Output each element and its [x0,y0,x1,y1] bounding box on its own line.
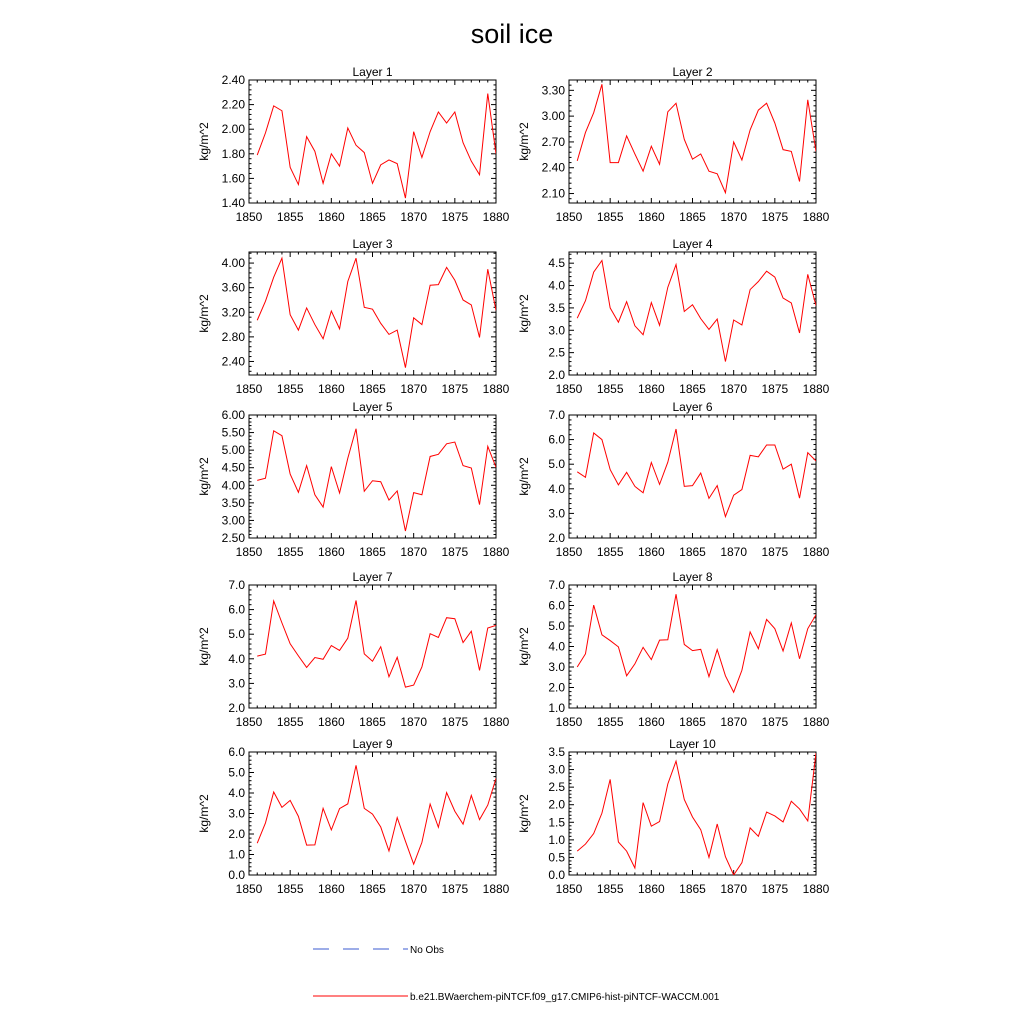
y-tick-label: 5.0 [228,765,245,780]
x-tick-label: 1880 [802,210,830,224]
series-line [577,594,816,692]
x-tick-label: 1860 [637,210,665,224]
y-tick-label: 4.0 [548,278,565,293]
panel-layer-2 [517,65,830,224]
y-tick-label: 2.40 [541,160,565,175]
x-tick-label: 1870 [400,382,428,396]
panel-layer-5 [197,400,510,559]
x-tick-label: 1860 [637,545,665,559]
x-tick-label: 1880 [482,882,510,896]
x-tick-label: 1860 [637,882,665,896]
y-tick-label: 7.0 [228,578,245,592]
y-tick-label: 2.40 [221,354,245,369]
panel-title: Layer 3 [352,237,393,251]
y-tick-label: 3.0 [228,806,245,821]
y-axis-label: kg/m^2 [197,457,211,496]
plot-frame [249,585,496,708]
series-line [577,429,816,517]
x-tick-label: 1855 [596,382,624,396]
y-tick-label: 1.60 [221,171,245,186]
panel-layer-3 [197,237,510,396]
x-tick-label: 1880 [802,382,830,396]
y-tick-label: 5.0 [228,627,245,642]
x-tick-label: 1870 [720,882,748,896]
x-tick-label: 1855 [276,882,304,896]
y-tick-label: 6.0 [548,598,565,613]
panel-layer-8 [517,570,830,729]
y-axis-label: kg/m^2 [197,627,211,666]
y-tick-label: 4.50 [221,460,245,475]
x-tick-label: 1880 [482,545,510,559]
plot-frame [249,752,496,875]
y-tick-label: 1.0 [548,701,565,715]
y-tick-label: 1.0 [228,847,245,862]
y-tick-label: 2.80 [221,329,245,344]
y-tick-label: 1.80 [221,146,245,161]
y-tick-label: 1.40 [221,196,245,210]
x-tick-label: 1860 [317,210,345,224]
panel-title: Layer 6 [672,400,713,414]
x-tick-label: 1865 [679,882,706,896]
y-tick-label: 4.00 [221,256,245,271]
panel-grid [197,65,830,896]
y-axis-label: kg/m^2 [517,122,531,161]
legend-obs-label: No Obs [410,945,444,956]
x-tick-label: 1860 [637,715,665,729]
y-tick-label: 2.10 [541,186,565,201]
y-tick-label: 6.0 [228,745,245,759]
x-tick-label: 1855 [596,210,624,224]
y-tick-label: 2.0 [548,368,565,382]
y-tick-label: 2.0 [548,680,565,695]
y-tick-label: 4.0 [228,786,245,800]
y-axis-label: kg/m^2 [517,627,531,666]
x-tick-label: 1865 [359,882,386,896]
x-tick-label: 1850 [235,882,263,896]
plot-frame [249,415,496,538]
x-tick-label: 1850 [555,715,583,729]
x-tick-label: 1870 [400,882,428,896]
x-tick-label: 1850 [235,210,263,224]
panel-title: Layer 9 [352,737,393,751]
panel-layer-10 [517,737,830,896]
series-line [257,765,496,864]
y-tick-label: 3.5 [548,300,565,315]
y-tick-label: 3.0 [548,506,565,521]
x-tick-label: 1875 [761,715,789,729]
y-tick-label: 4.5 [548,256,565,271]
x-tick-label: 1880 [482,210,510,224]
y-tick-label: 6.0 [548,432,565,447]
x-tick-label: 1870 [720,382,748,396]
y-axis-label: kg/m^2 [197,294,211,333]
y-tick-label: 3.60 [221,280,245,295]
x-tick-label: 1880 [802,545,830,559]
y-tick-label: 3.0 [548,660,565,674]
x-tick-label: 1855 [276,210,304,224]
plot-frame [569,415,816,538]
x-tick-label: 1870 [400,210,428,224]
x-tick-label: 1855 [276,382,304,396]
x-tick-label: 1860 [637,382,665,396]
x-tick-label: 1850 [555,545,583,559]
y-tick-label: 3.0 [548,762,565,777]
x-tick-label: 1865 [679,210,706,224]
x-tick-label: 1865 [679,382,706,396]
x-tick-label: 1850 [235,382,263,396]
y-tick-label: 5.0 [548,619,565,633]
x-tick-label: 1850 [235,545,263,559]
series-line [577,753,816,875]
y-tick-label: 7.0 [548,408,565,422]
x-tick-label: 1870 [400,545,428,559]
y-tick-label: 3.30 [541,83,565,98]
y-tick-label: 5.50 [221,425,245,440]
series-line [257,94,496,199]
y-tick-label: 2.50 [221,531,245,545]
x-tick-label: 1875 [761,382,789,396]
x-tick-label: 1875 [441,882,469,896]
panel-layer-4 [517,237,830,396]
x-tick-label: 1880 [482,715,510,729]
y-tick-label: 4.0 [548,639,565,654]
figure-title: soil ice [470,19,554,49]
y-tick-label: 2.70 [541,134,565,149]
x-tick-label: 1865 [359,715,386,729]
y-tick-label: 6.0 [228,602,245,617]
x-tick-label: 1860 [317,382,345,396]
y-tick-label: 3.00 [221,513,245,528]
y-tick-label: 2.00 [221,122,245,137]
x-tick-label: 1855 [276,715,304,729]
x-tick-label: 1865 [359,382,386,396]
y-tick-label: 2.5 [548,345,565,360]
x-tick-label: 1850 [555,210,583,224]
plot-frame [569,585,816,708]
x-tick-label: 1865 [359,545,386,559]
x-tick-label: 1880 [482,382,510,396]
panel-layer-7 [197,570,510,729]
y-tick-label: 3.0 [228,676,245,691]
legend-model-label: b.e21.BWaerchem-piNTCF.f09_g17.CMIP6-hist-piNTCF-WACCM.001 [410,992,720,1003]
y-tick-label: 3.50 [221,495,245,510]
x-tick-label: 1875 [441,715,469,729]
panel-title: Layer 8 [672,570,713,584]
y-tick-label: 7.0 [548,578,565,592]
x-tick-label: 1855 [596,545,624,559]
x-tick-label: 1875 [761,882,789,896]
y-tick-label: 2.0 [228,827,245,841]
plot-frame [569,752,816,875]
x-tick-label: 1865 [679,545,706,559]
y-tick-label: 1.5 [548,815,565,830]
y-tick-label: 2.0 [548,797,565,812]
x-tick-label: 1870 [400,715,428,729]
x-tick-label: 1850 [235,715,263,729]
plot-frame [569,80,816,203]
x-tick-label: 1870 [720,715,748,729]
panel-title: Layer 5 [352,400,393,414]
x-tick-label: 1865 [679,715,706,729]
x-tick-label: 1880 [802,715,830,729]
x-tick-label: 1860 [317,715,345,729]
y-axis-label: kg/m^2 [517,294,531,333]
x-tick-label: 1860 [317,545,345,559]
x-tick-label: 1870 [720,210,748,224]
panel-title: Layer 7 [352,570,393,584]
y-tick-label: 5.0 [548,457,565,472]
panel-title: Layer 1 [352,65,393,79]
series-line [257,601,496,688]
panel-layer-6 [517,400,830,559]
plot-frame [569,252,816,375]
panel-layer-1 [197,65,510,224]
panel-title: Layer 4 [672,237,713,251]
y-tick-label: 4.0 [548,481,565,496]
series-line [257,258,496,367]
series-line [577,84,816,192]
x-tick-label: 1875 [761,210,789,224]
y-tick-label: 6.00 [221,408,245,422]
y-tick-label: 1.0 [548,832,565,847]
y-axis-label: kg/m^2 [517,457,531,496]
x-tick-label: 1850 [555,382,583,396]
x-tick-label: 1850 [555,882,583,896]
y-tick-label: 3.5 [548,745,565,759]
y-tick-label: 4.0 [228,651,245,666]
panel-title: Layer 10 [669,737,716,751]
y-axis-label: kg/m^2 [197,122,211,161]
x-tick-label: 1855 [276,545,304,559]
legend [313,945,720,1003]
y-tick-label: 4.00 [221,478,245,493]
panel-layer-9 [197,737,510,896]
y-tick-label: 2.5 [548,780,565,795]
y-tick-label: 3.0 [548,323,565,338]
y-axis-label: kg/m^2 [197,794,211,833]
x-tick-label: 1855 [596,715,624,729]
x-tick-label: 1875 [441,545,469,559]
x-tick-label: 1875 [441,382,469,396]
y-tick-label: 0.0 [548,868,565,882]
x-tick-label: 1860 [317,882,345,896]
x-tick-label: 1855 [596,882,624,896]
y-tick-label: 2.20 [221,97,245,112]
x-tick-label: 1870 [720,545,748,559]
x-tick-label: 1865 [359,210,386,224]
y-tick-label: 2.0 [548,531,565,545]
y-tick-label: 2.0 [228,701,245,715]
y-tick-label: 0.5 [548,850,565,865]
y-tick-label: 2.40 [221,73,245,87]
y-tick-label: 3.20 [221,305,245,320]
x-tick-label: 1875 [761,545,789,559]
x-tick-label: 1875 [441,210,469,224]
series-line [257,429,496,531]
y-axis-label: kg/m^2 [517,794,531,833]
panel-title: Layer 2 [672,65,713,79]
series-line [577,261,816,362]
y-tick-label: 3.00 [541,109,565,124]
plot-frame [249,252,496,375]
y-tick-label: 5.00 [221,443,245,458]
x-tick-label: 1880 [802,882,830,896]
y-tick-label: 0.0 [228,868,245,882]
